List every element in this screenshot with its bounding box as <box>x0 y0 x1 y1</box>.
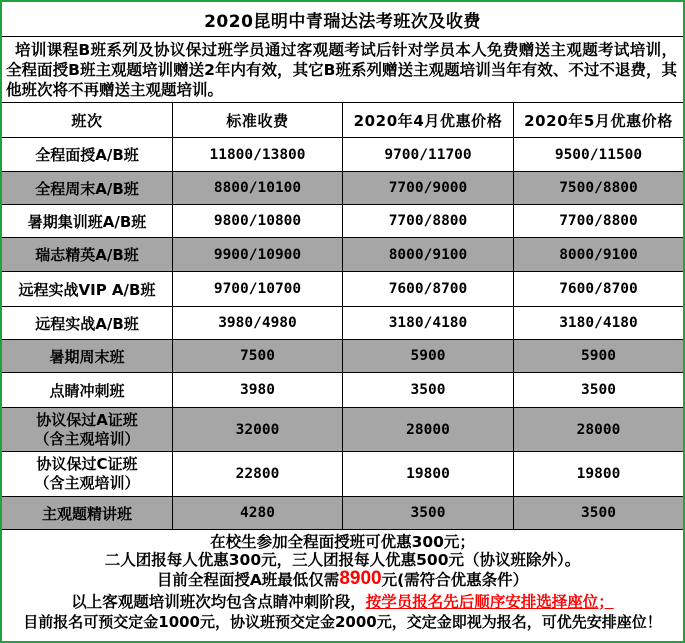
table-row <box>2 408 683 452</box>
may-price-cell: 8000/9100 <box>559 246 638 263</box>
class-name-cell <box>2 408 173 451</box>
standard-fee-cell: 4280 <box>173 497 343 529</box>
table-row <box>2 138 683 172</box>
class-name-cell: 远程实战VIP A/B班 <box>2 272 173 306</box>
standard-fee-cell: 11800/13800 <box>173 138 343 171</box>
april-price-cell: 7600/8700 <box>343 272 514 306</box>
table-row <box>2 497 683 530</box>
april-price-cell: 3500 <box>343 373 514 407</box>
april-price-cell: 5900 <box>343 340 514 372</box>
standard-fee-cell: 3980/4980 <box>173 307 343 339</box>
header-class: 班次 <box>2 103 173 137</box>
page-title: 2020昆明中青瑞达法考班次及收费 <box>2 2 683 37</box>
april-price-cell: 28000 <box>343 408 514 451</box>
table-header-row <box>2 103 683 138</box>
table-row <box>2 205 683 238</box>
class-name-cell: 远程实战A/B班 <box>2 307 173 339</box>
footer-notes <box>2 530 683 631</box>
header-standard-fee: 标准收费 <box>173 103 343 137</box>
april-price-cell: 3180/4180 <box>343 307 514 339</box>
class-name-cell: 暑期集训班A/B班 <box>2 205 173 237</box>
april-price-cell: 3500 <box>343 497 514 529</box>
class-name-note: （含主观培训） <box>34 474 140 492</box>
standard-fee-cell: 7500 <box>173 340 343 372</box>
lowest-price-value: 8900 <box>339 568 382 589</box>
class-name-cell: 主观题精讲班 <box>2 497 173 529</box>
class-name-cell: 点睛冲刺班 <box>2 373 173 407</box>
class-name-note: （含主观培训） <box>34 429 140 448</box>
table-row <box>2 373 683 408</box>
class-name-cell: 暑期周末班 <box>2 340 173 372</box>
may-price-cell: 5900 <box>581 348 616 364</box>
may-price-cell: 28000 <box>576 421 621 438</box>
class-name-cell: 全程面授A/B班 <box>2 138 173 171</box>
lowest-price-prefix: 目前全程面授A班最低仅需 <box>156 571 340 589</box>
table-row <box>2 272 683 307</box>
april-price-cell: 8000/9100 <box>343 238 514 271</box>
table-row <box>2 307 683 340</box>
may-price-cell: 3500 <box>581 382 616 398</box>
footer-lowest-price <box>2 568 683 590</box>
class-name: 协议保过A证班 <box>36 410 138 429</box>
may-price-cell: 9500/11500 <box>554 146 643 163</box>
header-april-price: 2020年4月优惠价格 <box>343 103 514 137</box>
class-name-cell: 瑞志精英A/B班 <box>2 238 173 271</box>
class-name-cell <box>2 452 173 496</box>
may-price-cell: 7700/8800 <box>559 213 638 229</box>
april-price-cell: 7700/9000 <box>343 172 514 204</box>
table-row <box>2 452 683 497</box>
header-may-price: 2020年5月优惠价格 <box>524 111 673 130</box>
standard-fee-cell: 9800/10800 <box>173 205 343 237</box>
table-row <box>2 340 683 373</box>
may-price-cell: 19800 <box>576 466 621 482</box>
class-name: 协议保过C证班 <box>36 455 138 473</box>
table-row <box>2 172 683 205</box>
standard-fee-cell: 9900/10900 <box>173 238 343 271</box>
footer-seating-note <box>2 590 683 611</box>
may-price-cell: 3180/4180 <box>559 315 638 331</box>
seating-note-prefix: 以上客观题培训班次均包含点睛冲刺阶段， <box>71 592 366 611</box>
class-name-cell: 全程周末A/B班 <box>2 172 173 204</box>
table-row <box>2 238 683 272</box>
footer-deposit-note: 目前报名可预交定金1000元，协议班预交定金2000元，交定金即视为报名，可优先安排座位！ <box>23 612 662 631</box>
standard-fee-cell: 9700/10700 <box>173 272 343 306</box>
may-price-cell: 7600/8700 <box>559 281 638 297</box>
seating-note-highlight: 按学员报名先后顺序安排选择座位； <box>365 592 614 611</box>
april-price-cell: 19800 <box>343 452 514 496</box>
may-price-cell: 3500 <box>581 505 616 521</box>
lowest-price-suffix: 元(需符合优惠条件） <box>381 571 529 589</box>
standard-fee-cell: 22800 <box>173 452 343 496</box>
footer-student-discount: 在校生参加全程面授班可优惠300元； <box>210 533 475 551</box>
footer-group-discount: 二人团报每人优惠300元，三人团报每人优惠500元（协议班除外）。 <box>104 551 581 569</box>
standard-fee-cell: 32000 <box>173 408 343 451</box>
april-price-cell: 9700/11700 <box>343 138 514 171</box>
notice-paragraph: 培训课程B班系列及协议保过班学员通过客观题考试后针对学员本人免费赠送主观题考试培训，全程面授B班主观题培训赠送2年内有效，其它B班系列赠送主观题培训当年有效、不过不退费，其他班次将不再赠送主观题培训。 <box>2 37 683 103</box>
april-price-cell: 7700/8800 <box>343 205 514 237</box>
standard-fee-cell: 8800/10100 <box>173 172 343 204</box>
standard-fee-cell: 3980 <box>173 373 343 407</box>
may-price-cell: 7500/8800 <box>559 180 638 196</box>
